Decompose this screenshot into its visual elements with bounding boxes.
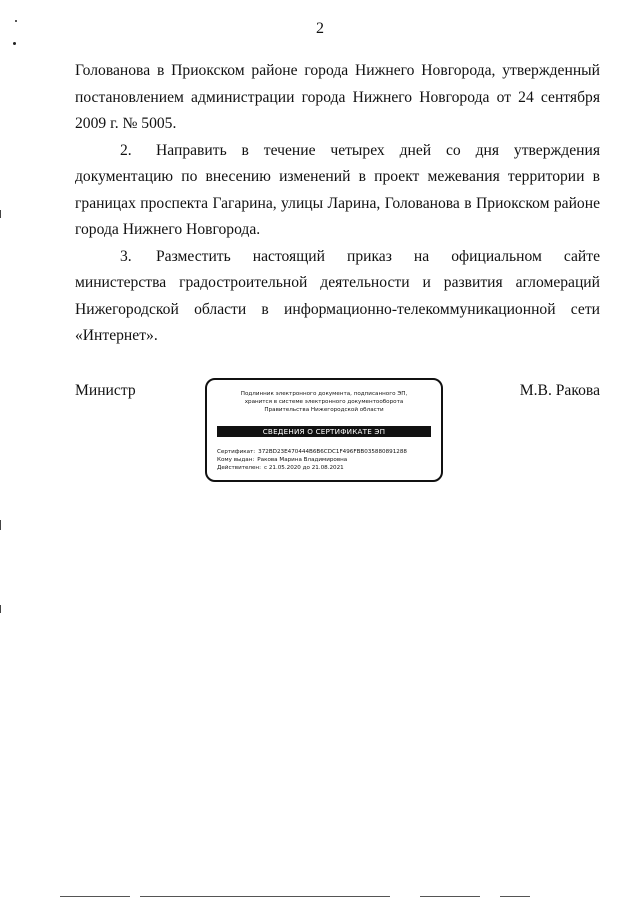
paragraph-number: 2.: [120, 141, 132, 159]
paragraph-item-2: [75, 138, 600, 244]
stamp-row-label: Действителен:: [217, 465, 261, 471]
stamp-row-owner: [217, 456, 433, 464]
stamp-row-validity: [217, 464, 433, 472]
stamp-header-line: Подлинник электронного документа, подписанного ЭП,: [240, 391, 408, 397]
page-number: 2: [316, 20, 324, 37]
paragraph-item-3: [75, 244, 600, 350]
stamp-row-value: 372BD23E470444B6B6CDC1F496FBB035880891288: [258, 449, 407, 455]
scan-edge-line: [0, 605, 1, 613]
stamp-header-line: хранится в системе электронного документооборота: [244, 399, 404, 405]
stamp-header: [213, 390, 435, 414]
scan-bottom-rule: [420, 896, 480, 897]
paragraph-number: 3.: [120, 247, 132, 265]
scan-mark-dot: [15, 20, 17, 22]
scan-edge-line: [0, 210, 1, 218]
paragraph-text: Голованова в Приокском районе города Нижнего Новгорода, утвержденный постановлением администрации города Нижнего Новгорода от 24 сентября 2009 г. № 5005.: [75, 62, 600, 132]
stamp-row-value: с 21.05.2020 до 21.08.2021: [263, 465, 344, 471]
paragraph-text: Разместить настоящий приказ на официальном сайте министерства градостроительной деятельности и развития агломераций Нижегородской области в информационно-телекоммуникационной сети «Интернет».: [75, 247, 600, 344]
scan-bottom-rule: [500, 896, 530, 897]
stamp-row-label: Кому выдан:: [217, 457, 255, 463]
signatory-name: М.В. Ракова: [519, 382, 600, 399]
stamp-header-line: Правительства Нижегородской области: [264, 407, 384, 413]
stamp-row-certificate: [217, 448, 433, 456]
paragraph-continuation: [75, 58, 600, 138]
stamp-row-value: Ракова Марина Владимировна: [257, 457, 348, 463]
paragraph-text: Направить в течение четырех дней со дня утверждения документацию по внесению изменений в проект межевания территории в границах проспекта Гагарина, улицы Ларина, Голованова в Приокском районе города Нижнего Новгорода.: [75, 141, 600, 238]
stamp-certificate-details: [217, 448, 433, 472]
document-body: [75, 58, 600, 350]
stamp-row-label: Сертификат:: [217, 449, 256, 455]
signatory-position: Министр: [75, 382, 136, 399]
stamp-certificate-bar: СВЕДЕНИЯ О СЕРТИФИКАТЕ ЭП: [217, 426, 431, 437]
scan-bottom-rule: [60, 896, 130, 897]
scan-mark-dot: [13, 42, 16, 45]
scan-edge-line: [0, 520, 1, 530]
scan-bottom-rule: [140, 896, 390, 897]
electronic-signature-stamp: [205, 378, 443, 482]
